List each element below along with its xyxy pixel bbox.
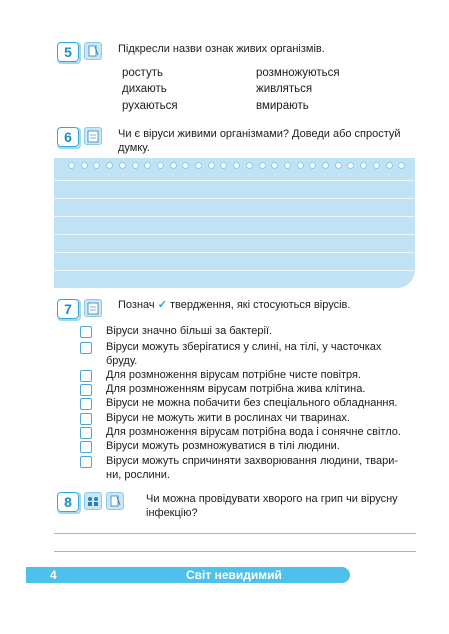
notebook-ring [360, 162, 367, 169]
statement-checkbox[interactable] [80, 427, 92, 439]
notebook-ring [220, 162, 227, 169]
answer-notebook-area[interactable] [54, 158, 415, 288]
statement-text: Віруси можуть спричиняти захворювання людини, твари- [106, 455, 399, 467]
word-option[interactable]: живляться [256, 83, 313, 95]
statement-text: Віруси не можна побачити без спеціального обладнання. [106, 397, 398, 409]
notebook-line [54, 216, 415, 217]
task-number-8 [57, 492, 79, 512]
notebook-ring [93, 162, 100, 169]
task-number-text: 8 [64, 494, 72, 510]
notebook-ring [106, 162, 113, 169]
notebook-line [54, 180, 415, 181]
task5-question: Підкресли назви ознак живих організмів. [118, 43, 325, 55]
word-option[interactable]: рухаються [122, 100, 178, 112]
statement-text: бруду. [106, 355, 138, 367]
answer-line[interactable] [54, 533, 416, 534]
notebook-icon [84, 127, 102, 145]
notebook-ring [284, 162, 291, 169]
word-option[interactable]: розмножуються [256, 67, 340, 79]
statement-checkbox[interactable] [80, 370, 92, 382]
notebook-ring [246, 162, 253, 169]
statement-text: Віруси не можуть жити в рослинах чи тваринах. [106, 412, 350, 424]
notebook-ring [144, 162, 151, 169]
statement-text: Віруси можуть зберігатися у слині, на тілі, у часточках [106, 341, 382, 353]
task6-question-line1: Чи є віруси живими організмами? Доведи або спростуй [118, 128, 401, 140]
notebook-ring [271, 162, 278, 169]
notebook-line [54, 198, 415, 199]
task8-question-line2: інфекцію? [146, 507, 198, 519]
notebook-ring [297, 162, 304, 169]
notebook-ring [119, 162, 126, 169]
notebook-ring [259, 162, 266, 169]
statement-text: ни, рослини. [106, 469, 170, 481]
task6-question-line2: думку. [118, 142, 150, 154]
instruction-text: Познач [118, 299, 155, 311]
word-option[interactable]: вмирають [256, 100, 309, 112]
notebook-ring [347, 162, 354, 169]
task-number-text: 7 [64, 301, 72, 317]
pencil-icon [84, 42, 102, 60]
notebook-ring [68, 162, 75, 169]
task7-instruction [118, 298, 418, 312]
statement-text: Для розмноження вірусам потрібне чисте повітря. [106, 369, 362, 381]
page-number: 4 [50, 568, 57, 582]
notebook-ring [233, 162, 240, 169]
notebook-ring [81, 162, 88, 169]
check-mark-icon: ✓ [157, 299, 167, 311]
pencil-icon [106, 492, 124, 510]
task-number-6 [57, 127, 79, 147]
notebook-line [54, 270, 415, 271]
discussion-icon [84, 492, 102, 510]
notebook-ring [195, 162, 202, 169]
statement-checkbox[interactable] [80, 326, 92, 338]
notebook-ring [170, 162, 177, 169]
statement-text: Віруси можуть розмножуватися в тілі людини. [106, 440, 340, 452]
notebook-ring [398, 162, 405, 169]
notebook-ring [208, 162, 215, 169]
notebook-line [54, 234, 415, 235]
notebook-ring [157, 162, 164, 169]
statement-checkbox[interactable] [80, 384, 92, 396]
word-option[interactable]: ростуть [122, 67, 163, 79]
instruction-text: твердження, які стосуються вірусів. [169, 299, 351, 311]
notebook-ring [309, 162, 316, 169]
task-number-text: 6 [64, 129, 72, 145]
notebook-ring [335, 162, 342, 169]
task8-question-line1: Чи можна провідувати хворого на грип чи вірусну [146, 493, 398, 505]
answer-line[interactable] [54, 551, 416, 552]
notebook-ring [386, 162, 393, 169]
notebook-line [54, 252, 415, 253]
notebook-ring [132, 162, 139, 169]
statement-checkbox[interactable] [80, 398, 92, 410]
statement-checkbox[interactable] [80, 342, 92, 354]
task-number-text: 5 [64, 44, 72, 60]
statement-text: Віруси значно більші за бактерії. [106, 325, 273, 337]
notebook-ring [322, 162, 329, 169]
task-number-7 [57, 299, 79, 319]
statement-text: Для розмноженням вірусам потрібна жива клітина. [106, 383, 366, 395]
statement-checkbox[interactable] [80, 456, 92, 468]
task-number-5 [57, 42, 79, 62]
statement-checkbox[interactable] [80, 413, 92, 425]
statement-checkbox[interactable] [80, 441, 92, 453]
notebook-ring [373, 162, 380, 169]
word-option[interactable]: дихають [122, 83, 167, 95]
statement-text: Для розмноження вірусам потрібна вода і сонячне світло. [106, 426, 401, 438]
notebook-icon [84, 299, 102, 317]
chapter-title: Світ невидимий [186, 568, 282, 582]
notebook-ring [182, 162, 189, 169]
